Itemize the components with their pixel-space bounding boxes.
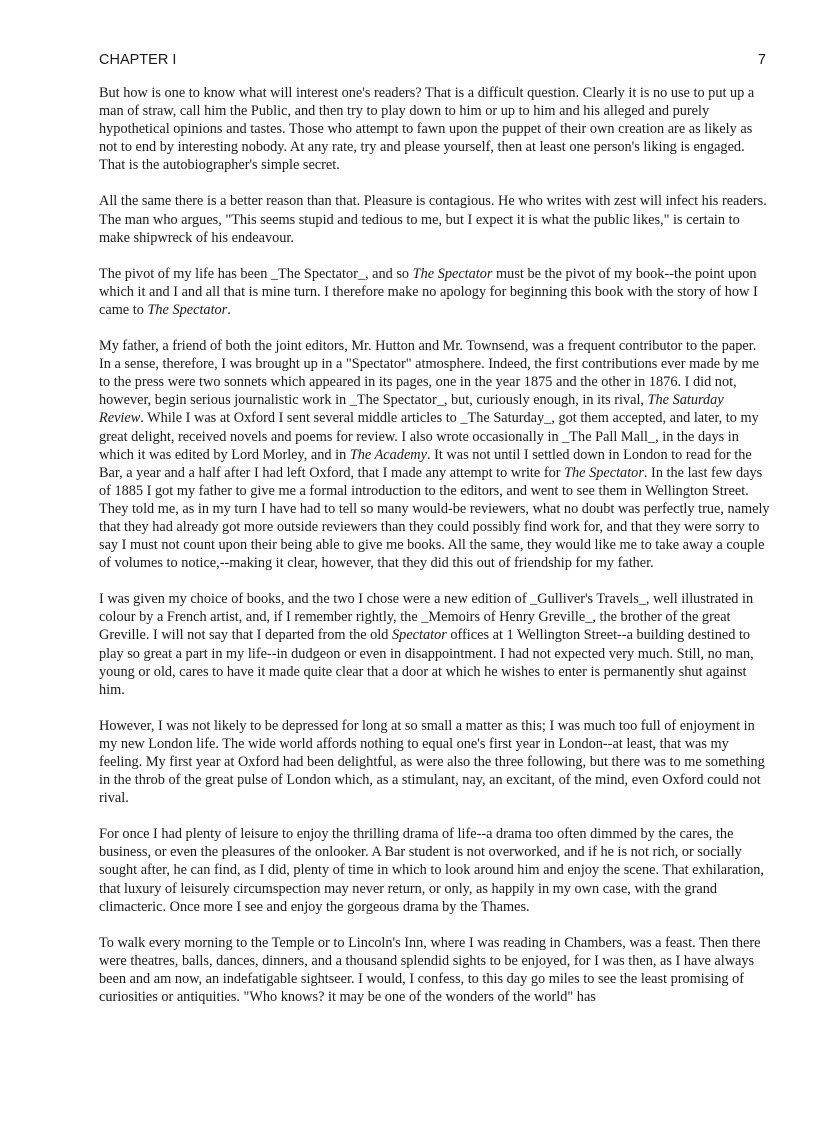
paragraph: But how is one to know what will interest one's readers? That is a difficult question. Clearly it is no use to put up a man of straw, call him the Public, and then try to play down to him or up to him and his alleged and purely hypothetical opinions and tastes. Those who attempt to fawn upon the puppet of their own creation are as likely as not to end by interesting nobody. At any rate, try and please yourself, then at least one person's liking is engaged. That is the autobiographer's simple secret. (99, 85, 755, 174)
page-header (99, 52, 766, 68)
paragraph: However, I was not likely to be depressed for long at so small a matter as this; I was much too full of enjoyment in my new London life. The wide world affords nothing to equal one's first year in London--at least, that was my feeling. My first year at Oxford had been delightful, as were also the three following, but there was to me something in the throb of the great pulse of London which, as a stimulant, nay, an excitant, of the mind, even Oxford could not rival. (99, 717, 765, 807)
paragraph: My father, a friend of both the joint editors, Mr. Hutton and Mr. Townsend, was a frequent contributor to the paper. In a sense, therefore, I was brought up in a "Spectator" atmosphere. Indeed, the first contributions ever made by me to the press were two sonnets which appeared in its pages, one in the year 1875 and the other in 1876. I did not, however, begin serious journalistic work in _The Spectator_, but, curiously enough, in its rival, The Saturday Review. While I was at Oxford I sent several middle articles to _The Saturday_, got them accepted, and later, to my great delight, received novels and poems for review. I also wrote occasionally in _The Pall Mall_, in the days in which it was edited by Lord Morley, and in The Academy. It was not until I settled down in London to read for the Bar, a year and a half after I had left Oxford, that I made any attempt to write for The Spectator. In the last few days of 1885 I got my father to give me a formal introduction to the editors, and went to see them in Wellington Street. They told me, as in my turn I have had to tell so many would-be reviewers, what no doubt was perfectly true, namely that they had already got more outside reviewers than they could possibly find work for, and that they were sorry to say I must not count upon their being able to give me books. All the same, they would like me to take away a couple of volumes to notice,--making it clear, however, that they did this out of friendship for my father. (99, 338, 770, 572)
paragraph: All the same there is a better reason than that. Pleasure is contagious. He who writes with zest will infect his readers. The man who argues, "This seems stupid and tedious to me, but I expect it is what the public likes," is certain to make shipwreck of his endeavour. (99, 193, 767, 246)
italic-title: The Saturday Review (99, 392, 724, 427)
paragraph: For once I had plenty of leisure to enjoy the thrilling drama of life--a drama too often dimmed by the cares, the business, or even the pleasures of the onlooker. A Bar student is not overworked, and if he is not rich, or socially sought after, he can find, as I did, plenty of time in which to look around him and enjoy the scene. That exhilaration, that luxury of leisurely circumspection may never return, or only, as happily in my own case, with the grand climacteric. Once more I see and enjoy the gorgeous drama by the Thames. (99, 826, 764, 915)
page-number: 7 (757, 52, 766, 68)
paragraph: I was given my choice of books, and the two I chose were a new edition of _Gulliver's Travels_, well illustrated in colour by a French artist, and, if I remember rightly, the _Memoirs of Henry Greville_, the brother of the great Greville. I will not say that I departed from the old Spectator offices at 1 Wellington Street--a building destined to play so great a part in my life--in dudgeon or even in disappointment. I had not expected very much. Still, no man, young or old, cares to have it made quite clear that a door at which he wishes to enter is permanently shut against him. (99, 591, 754, 698)
italic-title: The Academy (349, 446, 427, 463)
italic-title: Spectator (392, 627, 447, 644)
italic-title: The Spectator (147, 301, 228, 318)
page-body (99, 84, 771, 1024)
italic-title: The Spectator (412, 265, 493, 282)
paragraph: The pivot of my life has been _The Spectator_, and so The Spectator must be the pivot of my book--the point upon which it and I and all that is mine turn. I therefore make no apology for beginning this book with the story of how I came to The Spectator. (99, 265, 758, 318)
paragraph: To walk every morning to the Temple or to Lincoln's Inn, where I was reading in Chambers, was a feast. Then there were theatres, balls, dances, dinners, and a thousand splendid sights to be enjoyed, for I was then, as I have always been and am now, an indefatigable sightseer. I would, I confess, to this day go miles to see the least promising of curiosities or antiquities. "Who knows? it may be one of the wonders of the world" has (99, 934, 761, 1006)
italic-title: The Spectator (564, 464, 644, 481)
chapter-title: CHAPTER I (99, 52, 177, 68)
